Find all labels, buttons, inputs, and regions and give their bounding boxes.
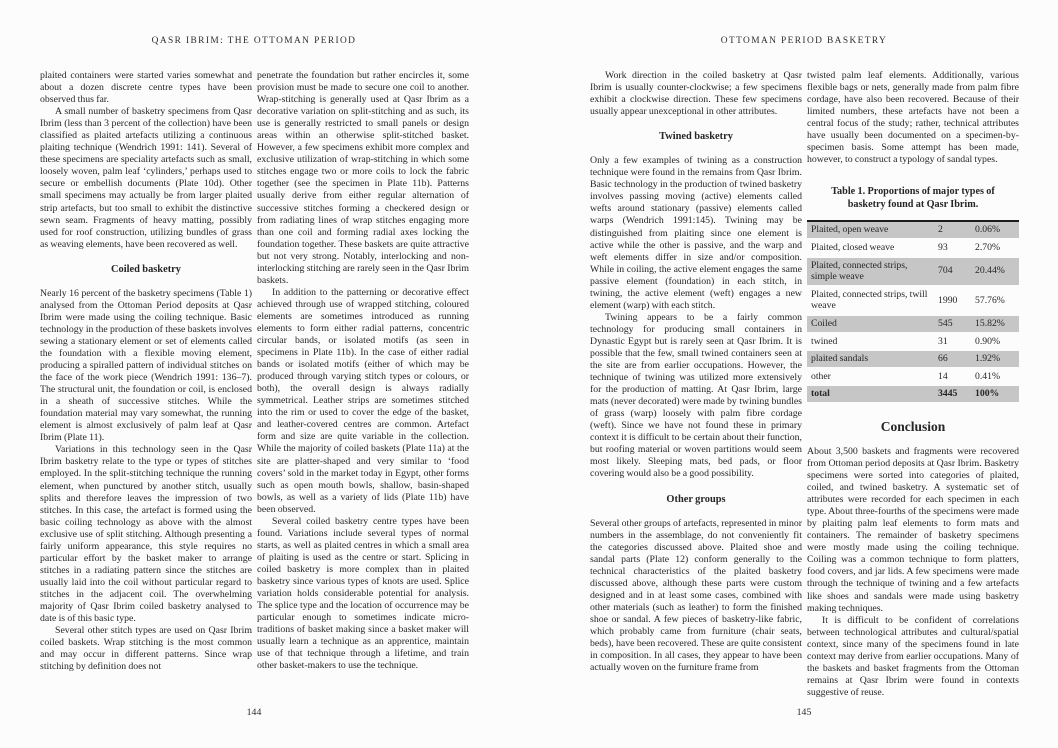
table-cell-pct: 1.92% xyxy=(971,350,1019,368)
table-caption: Table 1. Proportions of major types of basketry found at Qasr Ibrim. xyxy=(831,186,995,211)
table-row xyxy=(807,257,1019,286)
table-cell-label: Coiled xyxy=(807,315,934,333)
table-cell-count: 3445 xyxy=(934,385,971,403)
table-cell-count: 93 xyxy=(934,239,971,257)
section-heading-twined-basketry: Twined basketry xyxy=(659,131,733,143)
table-cell-pct: 15.82% xyxy=(971,315,1019,333)
table-cell-label: total xyxy=(807,385,934,403)
table-cell-count: 31 xyxy=(934,333,971,351)
table-cell-pct: 100% xyxy=(971,385,1019,403)
table-cell-pct: 57.76% xyxy=(971,286,1019,315)
section-heading-other-groups: Other groups xyxy=(666,493,726,505)
table-row xyxy=(807,368,1019,386)
table-cell-label: twined xyxy=(807,333,934,351)
table-cell-pct: 20.44% xyxy=(971,257,1019,286)
table-cell-pct: 2.70% xyxy=(971,239,1019,257)
table-cell-label: other xyxy=(807,368,934,386)
table-cell-count: 1990 xyxy=(934,286,971,315)
paragraph: Variations in this technology seen in the Qasr Ibrim basketry relate to the type or types of stitches employed. In the split-stitching technique the running element, when punctured by another stitch, usually splits and therefore leaves the impression of two stitches. In this case, the artefact is formed using the basic coiling technology as above with the almost exclusive use of split stitching. Although presenting a fairly uniform appearance, this style requires no particular effort by the basket maker to arrange stitches in a radiating pattern since the stitches are usually laid into the coil without particular regard to stitches in the adjacent coil. The overwhelming majority of Qasr Ibrim coiled basketry analysed to date is of this basic type. xyxy=(40,444,252,625)
table-cell-count: 704 xyxy=(934,257,971,286)
right-page-column-2 xyxy=(807,70,1019,699)
section-heading-coiled-basketry: Coiled basketry xyxy=(111,263,181,275)
paragraph: In addition to the patterning or decorative effect achieved through use of wrapped stitching, coloured elements are sometimes introduced as running elements to form either radial patterns, concentric circular bands, or isolated motifs (as seen in specimens in Plate 11b). In the case of either radial bands or isolated motifs (either of which may be produced through varying stitch types or colours, or both), the overall design is always radially symmetrical. Leather strips are sometimes stitched into the rim or used to cover the edge of the basket, and leather-covered centres are common. Artefact form and size are quite variable in the collection. While the majority of coiled baskets (Plate 11a) at the site are platter-shaped and very similar to ‘food covers’ sold in the market today in Egypt, other forms such as open mouth bowls, shallow, basin-shaped bowls, as well as a variety of lids (Plate 11b) have been observed. xyxy=(257,286,469,515)
table-cell-count: 14 xyxy=(934,368,971,386)
basketry-proportions-table xyxy=(807,220,1019,404)
paragraph: Twining appears to be a fairly common technology for producing small containers in Dynastic Egypt but is rarely seen at Qasr Ibrim. It is possible that the few, small twined containers seen at the site are from earlier occupations. However, the technique of twining was utilized more extensively for the production of matting. At Qasr Ibrim, large mats (never decorated) were made by twining bundles of grass (warp) loosely with palm fibre cordage (weft). Since we have not found these in primary context it is difficult to be certain about their function, but roofing material or woven partitions would seem most likely. Sleeping mats, bed pads, or floor covering would also be a good possibility. xyxy=(590,311,802,480)
paragraph: plaited containers were started varies somewhat and about a dozen discrete centre types have been observed thus far. xyxy=(40,70,252,106)
table-cell-label: plaited sandals xyxy=(807,350,934,368)
right-page-column-1 xyxy=(590,70,802,674)
page-number-right: 145 xyxy=(796,707,812,718)
table-row xyxy=(807,350,1019,368)
paragraph: Several coiled basketry centre types have been found. Variations include several types of normal starts, as well as plaited centres in which a small area of plaiting is used as the centre or start. Splicing in coiled basketry is more complex than in plaited basketry since various types of knots are used. Splice variation holds considerable potential for analysis. The splice type and the location of occurrence may be particular enough to sometimes indicate micro-traditions of basket making since a basket maker will usually learn a technique as an apprentice, maintain use of that technique through a lifetime, and train other basket-makers to use the technique. xyxy=(257,515,469,672)
table-row xyxy=(807,286,1019,315)
table-cell-label: Plaited, connected strips, simple weave xyxy=(807,257,934,286)
table-row xyxy=(807,385,1019,403)
paragraph: Nearly 16 percent of the basketry specimens (Table 1) analysed from the Ottoman Period deposits at Qasr Ibrim were made using the coiling technique. Basic technology in the production of these baskets involves sewing a stationary element or set of elements called the foundation with a flexible moving element, producing a spiralled pattern of individual stitches on the face of the work piece (Wendrich 1991: 136–7). The structural unit, the foundation or coil, is enclosed in a sheath of successive stitches. While the foundation material may vary somewhat, the running element is almost exclusively of palm leaf at Qasr Ibrim (Plate 11). xyxy=(40,287,252,444)
running-head-right: OTTOMAN PERIOD BASKETRY xyxy=(720,36,888,46)
table-cell-count: 66 xyxy=(934,350,971,368)
paragraph: twisted palm leaf elements. Additionally, various flexible bags or nets, generally made from palm fibre cordage, have also been recovered. Because of their limited numbers, these artefacts have not been a central focus of the study; rather, technical attributes have usually been documented on a specimen-by-specimen basis. Some attempt has been made, however, to construct a typology of sandal types. xyxy=(807,70,1019,166)
table-cell-label: Plaited, connected strips, twill weave xyxy=(807,286,934,315)
paragraph: Several other stitch types are used on Qasr Ibrim coiled baskets. Wrap stitching is the most common and may occur in different patterns. Since wrap stitching by definition does not xyxy=(40,625,252,673)
page-number-left: 144 xyxy=(246,707,262,718)
paragraph: penetrate the foundation but rather encircles it, some provision must be made to secure one coil to another. Wrap-stitching is generally used at Qasr Ibrim as a decorative variation on split-stitching and as such, its use is generally restricted to small panels or design areas within an otherwise split-stitched basket. However, a few specimens exhibit more complex and exclusive utilization of wrap-stitching in which some stitches engage two or more coils to lock the fabric together (see the specimen in Plate 11b). Patterns usually derive from either regular alternation of successive stitches forming a checkered design or from radiating lines of wrap stitches engaging more than one coil and forming radial axes locking the foundation together. These baskets are quite attractive but not very strong. Notably, interlocking and non-interlocking stitching are rarely seen in the Qasr Ibrim baskets. xyxy=(257,70,469,286)
paragraph: Only a few examples of twining as a construction technique were found in the remains from Qasr Ibrim. Basic technology in the production of twined basketry involves passing moving (active) elements called wefts around stationary (passive) elements called warps (Wendrich 1991:145). Twining may be distinguished from plaiting since one element is active while the other is passive, and the warp and weft elements differ in size and/or composition. While in coiling, the active element engages the same passive element (foundation) in each stitch, in twining, the active element (weft) engages a new element (warp) with each stitch. xyxy=(590,155,802,311)
section-heading-conclusion: Conclusion xyxy=(880,418,946,434)
paragraph: Several other groups of artefacts, represented in minor numbers in the assemblage, do not conveniently fit the categories discussed above. Plaited shoe and sandal parts (Plate 12) conform generally to the technical characteristics of the plaited basketry discussed above, although these parts were custom designed and in at least some cases, combined with other materials (such as leather) to form the finished shoe or sandal. A few pieces of basketry-like fabric, which probably came from furniture (chair seats, beds), have been recovered. These are quite consistent in composition. In all cases, they appear to have been actually woven on the furniture frame from xyxy=(590,517,802,674)
table-cell-count: 2 xyxy=(934,221,971,239)
table-cell-label: Plaited, closed weave xyxy=(807,239,934,257)
table-row xyxy=(807,221,1019,239)
table-row xyxy=(807,315,1019,333)
basketry-table-body xyxy=(807,221,1019,403)
table-row xyxy=(807,239,1019,257)
paragraph: About 3,500 baskets and fragments were recovered from Ottoman period deposits at Qasr Ibrim. Basketry specimens were sorted into categories of plaited, coiled, and twined basketry. A systematic set of attributes were recorded for each specimen in each type. About three-fourths of the specimens were made by plaiting palm leaf elements to form mats and containers. The remainder of basketry specimens were mostly made using the coiling technique. Coiling was a common technique to form platters, food covers, and jar lids. A few specimens were made through the technique of twining and a few artefacts like shoes and sandals were made using basketry making techniques. xyxy=(807,445,1019,614)
paragraph: A small number of basketry specimens from Qasr Ibrim (less than 3 percent of the collection) have been classified as plaited artefacts utilizing a continuous plaiting technique (Wendrich 1991: 141). Several of these specimens are speciality artefacts such as small, loosely woven, palm leaf ‘cylinders,’ perhaps used to secure or embellish documents (Plate 10d). Other small specimens may actually be from larger plaited strip artefacts, but too small to exhibit the distinctive sewn seam. Fragments of heavy matting, possibly used for roof construction, utilizing bundles of grass as weaving elements, have been recovered as well. xyxy=(40,106,252,250)
table-cell-pct: 0.90% xyxy=(971,333,1019,351)
table-row xyxy=(807,333,1019,351)
table-cell-label: Plaited, open weave xyxy=(807,221,934,239)
paragraph: Work direction in the coiled basketry at Qasr Ibrim is usually counter-clockwise; a few specimens exhibit a clockwise direction. These few specimens usually appear unexceptional in other attributes. xyxy=(590,70,802,118)
table-cell-count: 545 xyxy=(934,315,971,333)
table-cell-pct: 0.06% xyxy=(971,221,1019,239)
left-page-column-2 xyxy=(257,70,469,672)
running-head-left: QASR IBRIM: THE OTTOMAN PERIOD xyxy=(151,36,357,46)
table-cell-pct: 0.41% xyxy=(971,368,1019,386)
paragraph: It is difficult to be confident of correlations between technological attributes and cultural/spatial context, since many of the specimens found in late context may derive from earlier occupations. Many of the baskets and basket fragments from the Ottoman remains at Qasr Ibrim were found in contexts suggestive of reuse. xyxy=(807,614,1019,698)
left-page-column-1 xyxy=(40,70,252,673)
